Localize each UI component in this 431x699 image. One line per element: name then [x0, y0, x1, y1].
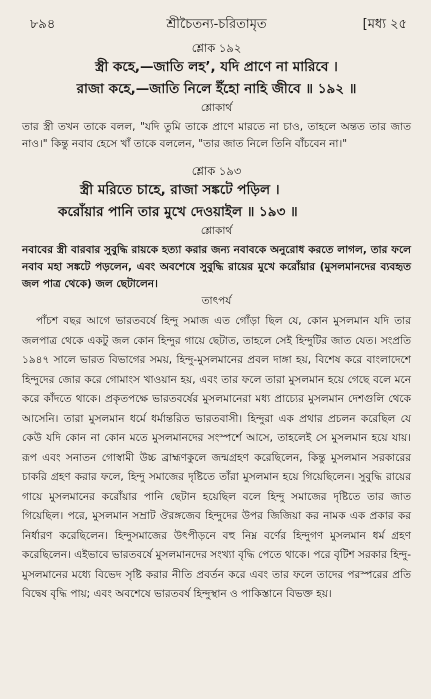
- verse-192-line-2: রাজা কহে,—জাতি নিলে ইঁহো নাহি জীবে ॥ ১৯২ ॥: [76, 81, 357, 97]
- verse-192-label: শ্লোক ১৯২: [191, 41, 242, 55]
- verse-193-translation-heading: শ্লোকার্থ: [200, 225, 233, 237]
- verse-193-label: শ্লোক ১৯৩: [191, 164, 242, 178]
- commentary-text: পাঁচশ বছর আগে ভারতবর্ষে হিন্দু সমাজ এত গোঁড়া ছিল যে, কোন মুসলমান যদি তার জলপাত্র থেকে একটু জল কোন হিন্দুর গায়ে ছেটাত, তাহলে সেই হিন্দুটির জাত যেত। সংপ্রতি ১৯৪৭ সালে ভারত বিভাগের সময়, হিন্দু-মুসলমানের প্রবল দাঙ্গা হয়, বিশেষ করে বাংলাদেশে হিন্দুদের জোর করে গোমাংস খাওয়ান হয়, এবং তার ফলে তারা মুসলমান হয়ে গেছে বলে মনে করে কাঁদতে থাকে। প্রকৃতপক্ষে ভারতবর্ষের মুসলমানেরা মধ্য প্রাচ্যের মুসলমান দেশগুলি থেকে আসেনি। তারা মুসলমান ধর্মে ধর্মান্তরিত ভারতবাসী। হিন্দুরা এক প্রথার প্রচলন করেছিল যে কেউ যদি কোন না কোন মতে মুসলমানদের সংস্পর্শে আসে, তাহলেই সে মুসলমান হয়ে যায়। রূপ এবং সনাতন গোস্বামী উচ্চ ব্রাহ্মণকুলে জন্মগ্রহণ করেছিলেন, কিন্তু মুসলমান সরকারের চাকরি গ্রহণ করার ফলে, হিন্দু সমাজের দৃষ্টিতে তাঁরা মুসলমান হয়ে গিয়েছিলেন। সুবুদ্ধি রায়ের গায়ে মুসলমানের করোঁয়ার পানি ছেটান হয়েছিল বলে হিন্দু সমাজের দৃষ্টিতে তার জাত গিয়েছিল। পরে, মুসলমান সম্রাট ঔরঙ্গজেব হিন্দুদের উপর জিজিয়া কর নামক এক প্রকার কর নির্ধারণ করেছিলেন। হিন্দুসমাজের উৎপীড়নে বহু নিম্ন বর্ণের হিন্দুগণ মুসলমান ধর্ম গ্রহণ করেছিলেন। এইভাবে ভারতবর্ষে মুসলমানদের সংখ্যা বৃদ্ধি পেতে থাকে। পরে বৃটিশ সরকার হিন্দু-মুসলমানের মধ্যে বিভেদ সৃষ্টি করার নীতি প্রবর্তন করে এবং তার ফলে তাদের পরস্পরের প্রতি বিদ্বেষ বৃদ্ধি পায়; এবং অবশেষে ভারতবর্ষ হিন্দুস্থান ও পাকিস্তানে বিভক্ত হয়।: [22, 315, 411, 600]
- verse-192-line-1: স্ত্রী কহে,—জাতি লহ’, যদি প্রাণে না মারিবে ।: [95, 59, 338, 75]
- page-header: [22, 14, 411, 36]
- commentary-heading: তাৎপর্য: [201, 295, 232, 307]
- verse-193-translation: নবাবের স্ত্রী বারবার সুবুদ্ধি রায়কে হত্যা করার জন্য নবাবকে অনুরোধ করতে লাগল, তার ফলে নবাব মহা সঙ্কটে পড়লেন, এবং অবশেষে সুবুদ্ধি রায়ের মুখে করোঁয়ার (মুসলমানদের ব্যবহৃত জল পাত্র থেকে) জল ছেটালেন।: [22, 244, 411, 290]
- verse-192-translation-heading: শ্লোকার্থ: [200, 102, 233, 114]
- book-title: শ্রীচৈতন্য-চরিতামৃত: [166, 17, 267, 32]
- verse-193-line-1: স্ত্রী মরিতে চাহে, রাজা সঙ্কটে পড়িল ।: [80, 182, 280, 198]
- page-number: ৮৯৪: [30, 17, 56, 32]
- section-label: [মধ্য ২৫: [362, 17, 407, 32]
- verse-193-line-2: করোঁয়ার পানি তার মুখে দেওয়াইল ॥ ১৯৩ ॥: [58, 204, 298, 220]
- verse-192-translation: তার স্ত্রী তখন তাকে বলল, "যদি তুমি তাকে প্রাণে মারতে না চাও, তাহলে অন্তত তার জাত নাও।" কিন্তু নবাব হেসে খাঁ তাকে বললেন, "তার জাত নিলে তিনি বাঁচবেন না।": [22, 121, 411, 150]
